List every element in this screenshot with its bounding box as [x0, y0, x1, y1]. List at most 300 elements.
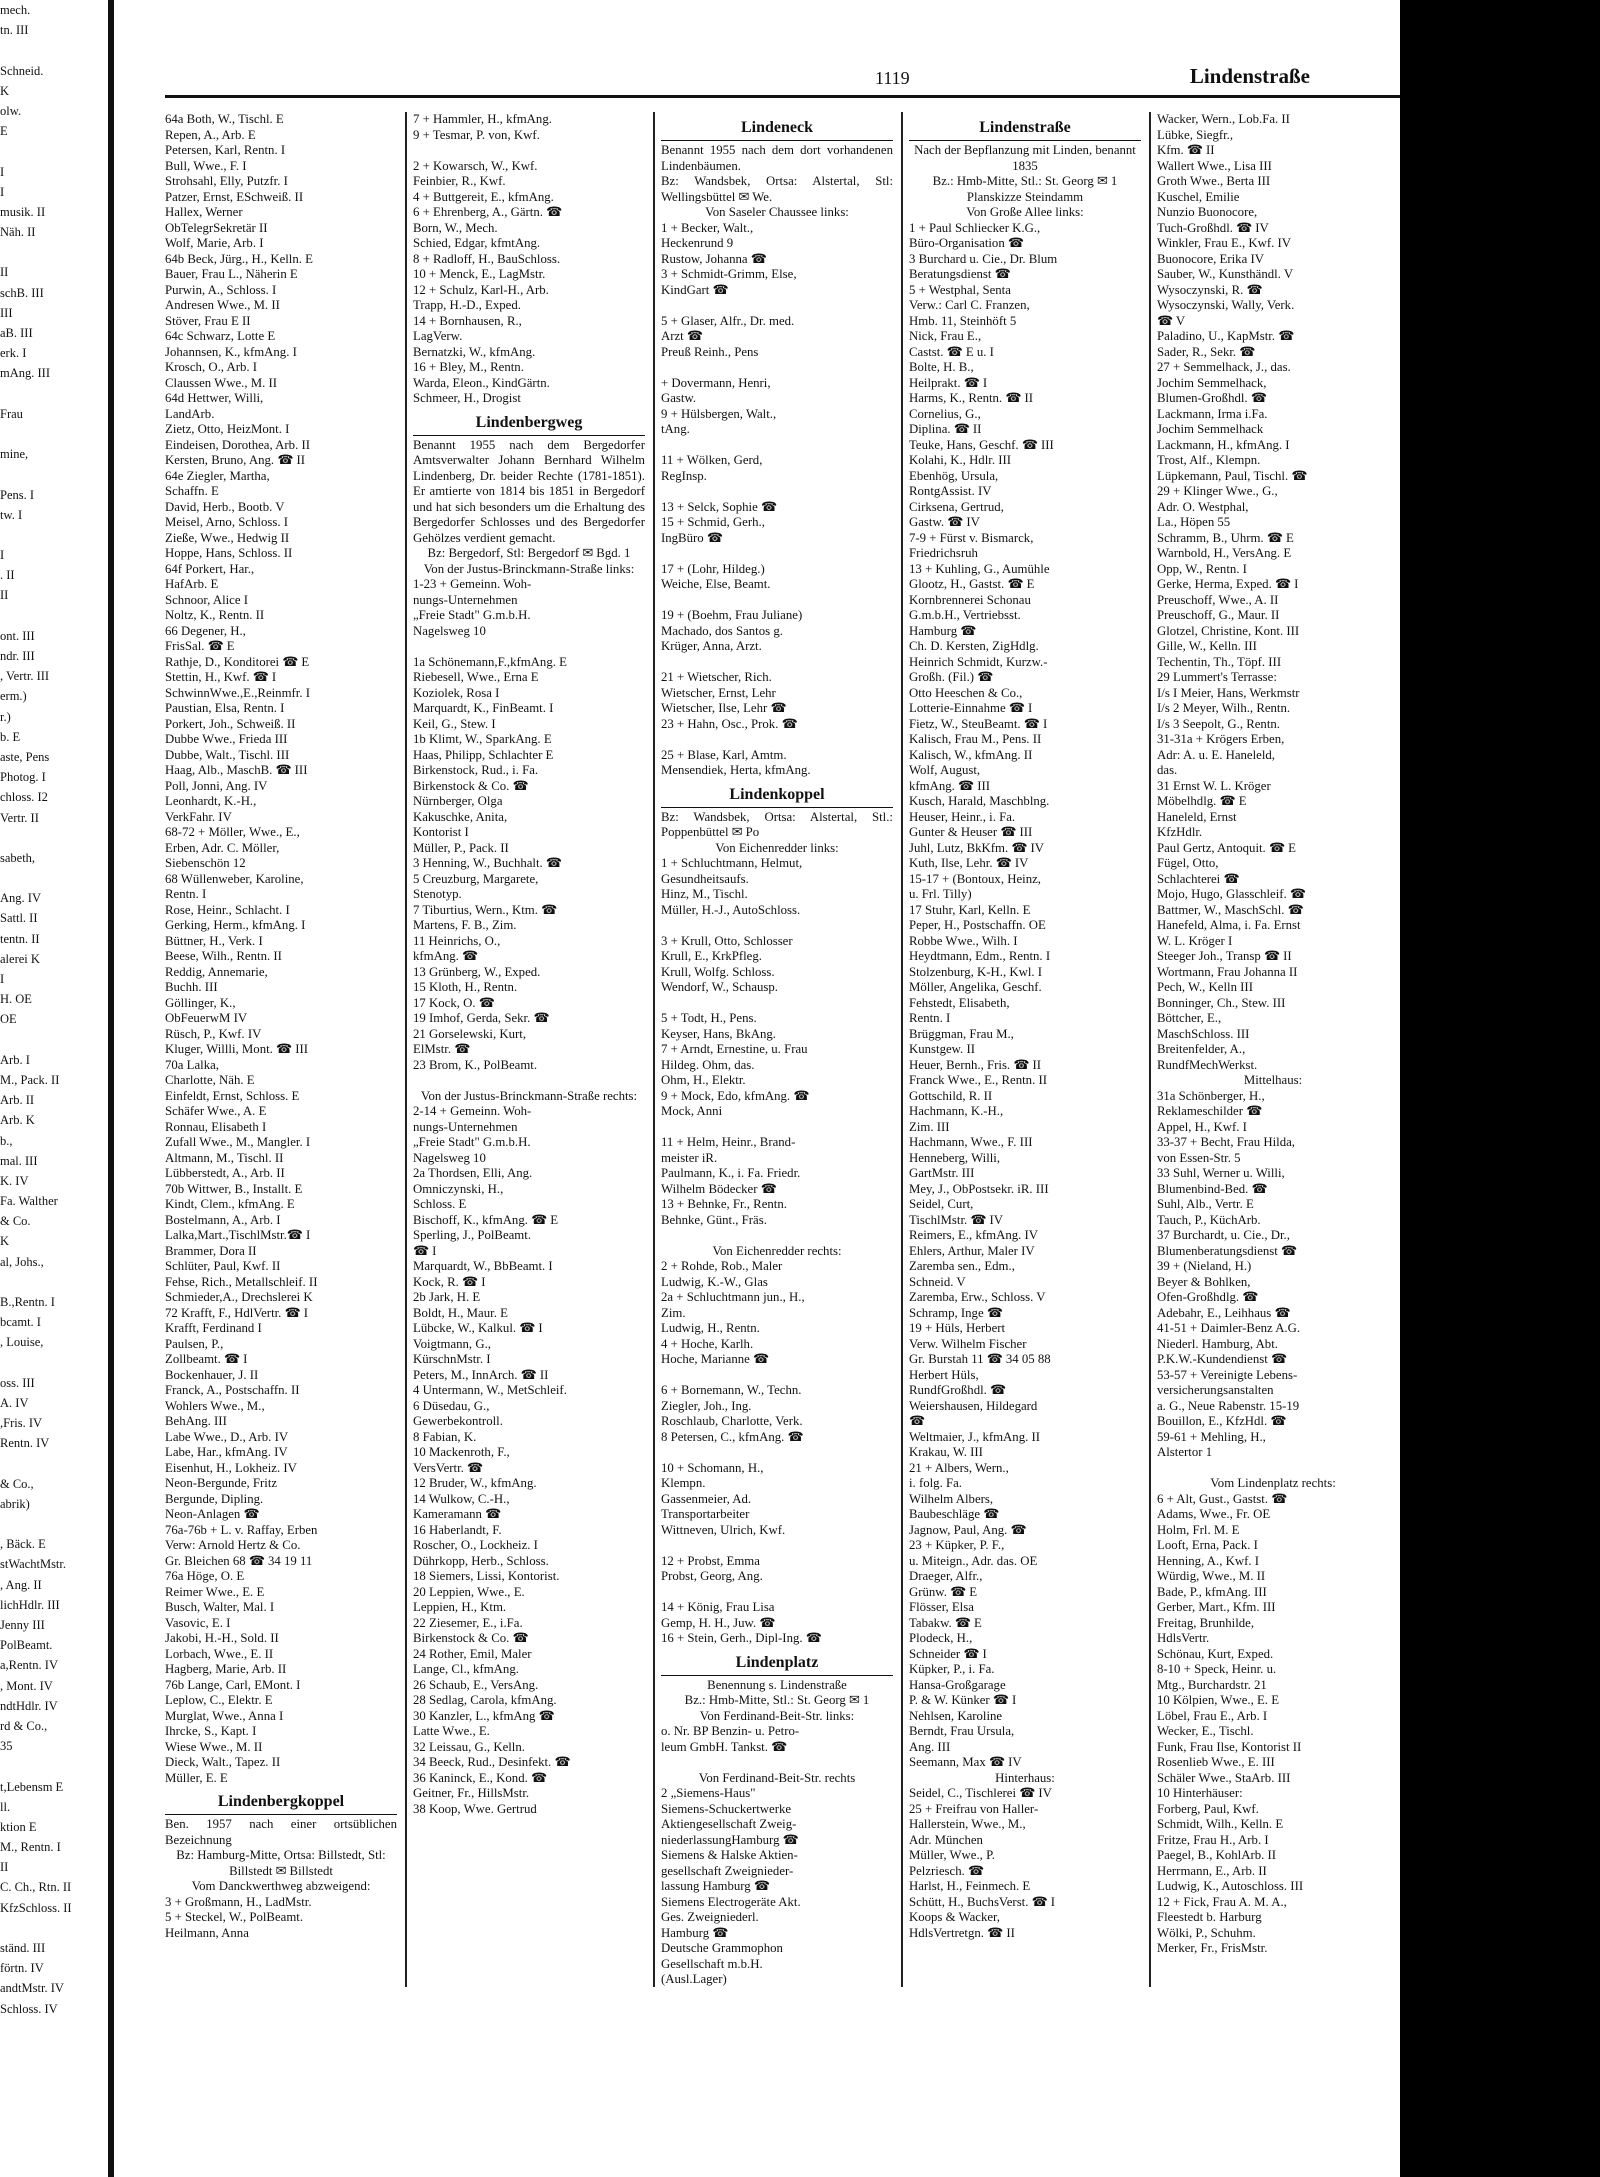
directory-entry: IngBüro ☎ [661, 530, 723, 545]
directory-entry: RegInsp. [661, 468, 707, 483]
directory-entry: Grünw. ☎ E [909, 1584, 978, 1599]
directory-entry: 18 Siemers, Lissi, Kontorist. [413, 1569, 560, 1583]
directory-entry: HafArb. E [165, 577, 219, 591]
directory-entry: Gunter & Heuser ☎ III [909, 825, 1033, 839]
margin-fragment: & Co. [0, 1214, 31, 1229]
margin-fragment: Arb. II [0, 1093, 35, 1108]
directory-entry: 64c Schwarz, Lotte E [165, 329, 276, 343]
directory-entry: 12 + Probst, Emma [661, 1553, 760, 1568]
directory-entry: 6 + Ehrenberg, A., Gärtn. ☎ [413, 205, 563, 219]
margin-fragment: bcamt. I [0, 1315, 41, 1330]
directory-entry: nungs-Unternehmen [413, 1119, 518, 1134]
directory-entry: Lüpkemann, Paul, Tischl. ☎ [1157, 468, 1308, 483]
directory-entry: Heilprakt. ☎ I [909, 375, 988, 390]
directory-entry: Beyer & Bohlken, [1157, 1274, 1251, 1289]
directory-entry: Herrmann, E., Arb. II [1157, 1863, 1267, 1878]
directory-entry: Ch. D. Kersten, ZigHdlg. [909, 639, 1039, 653]
directory-entry: HdlsVertretgn. ☎ II [909, 1925, 1015, 1940]
directory-entry: Jochim Semmelhack, [1157, 375, 1267, 390]
margin-fragment: olw. [0, 103, 22, 118]
page-number: 1119 [875, 68, 910, 88]
directory-entry: 15-17 + (Bontoux, Heinz, [909, 871, 1041, 886]
directory-entry: 66 Degener, H., [165, 623, 246, 638]
directory-entry: Robbe Wwe., Wilh. I [909, 933, 1018, 948]
directory-entry: Bonninger, Ch., Stew. III [1157, 995, 1286, 1010]
directory-entry: Kuschel, Emilie [1157, 189, 1240, 204]
street-note: Ben. 1957 nach einer ortsüblichen Bezeichnung [165, 1817, 397, 1847]
directory-entry: 3 + Schmidt-Grimm, Else, [661, 267, 797, 281]
directory-entry: Heydtmann, Edm., Rentn. I [909, 949, 1051, 963]
directory-entry: von Essen-Str. 5 [1157, 1150, 1241, 1165]
directory-entry: KürschnMstr. I [413, 1352, 491, 1366]
directory-entry: Cornelius, G., [909, 406, 981, 421]
street-note: Von der Justus-Brinckmann-Straße rechts: [420, 1088, 638, 1103]
directory-entry: i. folg. Fa. [909, 1476, 962, 1490]
directory-entry: Kornbrennerei Schonau [909, 592, 1031, 607]
directory-entry: 11 + Wölken, Gerd, [661, 453, 763, 467]
street-note: Bz.: Hmb-Mitte, Stl.: St. Georg ✉ 1 [684, 1693, 870, 1707]
margin-fragment: förtn. IV [0, 1961, 44, 1976]
directory-entry: Gesundheitsaufs. [661, 871, 749, 886]
margin-fragment: I [0, 164, 5, 179]
directory-entry: Kuth, Ilse, Lehr. ☎ IV [909, 856, 1029, 870]
directory-entry: 37 Burchardt, u. Cie., Dr., [1157, 1228, 1290, 1242]
directory-entry: Schramp, Inge ☎ [909, 1305, 1003, 1320]
margin-fragment: OE [0, 1012, 17, 1027]
margin-fragment [0, 868, 160, 888]
directory-entry: Heckenrund 9 [661, 236, 734, 250]
directory-entry: ☎ I [413, 1243, 437, 1258]
directory-entry: 11 Heinrichs, O., [413, 933, 501, 948]
column-divider [405, 112, 407, 1987]
directory-entry: Roschlaub, Charlotte, Verk. [661, 1414, 803, 1428]
margin-fragment [0, 141, 160, 161]
street-note: Benennung s. Lindenstraße [707, 1677, 847, 1692]
street-note: Von der Justus-Brinckmann-Straße links: [423, 561, 635, 576]
street-heading: Lindenkoppel [661, 783, 893, 808]
margin-fragment: tw. I [0, 507, 23, 522]
margin-fragment [0, 464, 160, 484]
directory-entry: Erben, Adr. C. Möller, [165, 840, 280, 855]
margin-fragment: mech. [0, 3, 31, 17]
directory-entry: Zim. III [909, 1119, 950, 1134]
margin-fragment: , Ang. II [0, 1577, 42, 1592]
directory-entry: Hachmann, K.-H., [909, 1104, 1004, 1118]
directory-entry: Wysoczynski, R. ☎ [1157, 282, 1263, 297]
directory-entry: 10 Hinterhäuser: [1157, 1786, 1243, 1800]
directory-entry: 64f Porkert, Har., [165, 561, 255, 576]
directory-entry: Bockenhauer, J. II [165, 1367, 259, 1382]
street-note: Bz: Wandsbek, Ortsa: Alstertal, Stl: Wellingsbüttel ✉ We. [661, 174, 893, 204]
directory-entry: Beese, Wilh., Rentn. II [165, 949, 282, 963]
directory-entry: 9 + Hülsbergen, Walt., [661, 406, 777, 421]
directory-entry: 5 + Glaser, Alfr., Dr. med. [661, 313, 795, 328]
street-note: Hinterhaus: [995, 1770, 1055, 1785]
directory-entry [661, 593, 893, 609]
directory-entry: Krüger, Anna, Arzt. [661, 639, 762, 653]
margin-fragment: Arb. I [0, 1052, 30, 1067]
directory-entry: ObFeuerwM IV [165, 1011, 248, 1025]
margin-fragment: K [0, 83, 10, 98]
directory-entry: Sader, R., Sekr. ☎ [1157, 344, 1256, 359]
directory-entry: Hachmann, Wwe., F. III [909, 1135, 1033, 1149]
margin-fragment: III [0, 305, 13, 320]
margin-fragment [0, 40, 160, 60]
directory-entry: La., Höpen 55 [1157, 515, 1231, 529]
directory-entry: Dührkopp, Herb., Schloss. [413, 1553, 549, 1568]
column-divider [653, 112, 655, 1987]
directory-entry: Hanefeld, Alma, i. Fa. Ernst [1157, 918, 1301, 932]
directory-entry: Blumenberatungsdienst ☎ [1157, 1243, 1297, 1258]
directory-entry [661, 298, 893, 314]
directory-entry: 3 + Großmann, H., LadMstr. [165, 1894, 312, 1909]
directory-entry: 64b Beck, Jürg., H., Kelln. E [165, 251, 313, 266]
directory-entry: Heuer, Bernh., Fris. ☎ II [909, 1057, 1041, 1072]
directory-entry: Vasovic, E. I [165, 1615, 231, 1630]
directory-entry: 14 + Bornhausen, R., [413, 313, 522, 328]
directory-entry: Andresen Wwe., M. II [165, 298, 280, 312]
directory-entry: Behnke, Günt., Fräs. [661, 1212, 767, 1227]
directory-entry: 68 Wüllenweber, Karoline, [165, 871, 304, 886]
margin-fragment [0, 1353, 160, 1373]
directory-entry: Trost, Alf., Klempn. [1157, 453, 1261, 467]
directory-entry [661, 1120, 893, 1136]
directory-entry: Koops & Wacker, [909, 1910, 1000, 1924]
directory-entry: RundfMechWerkst. [1157, 1057, 1258, 1072]
margin-fragment: II [0, 588, 9, 603]
directory-entry: Nunzio Buonocore, [1157, 205, 1258, 219]
directory-entry: Peper, H., Postschaffn. OE [909, 918, 1046, 932]
margin-fragment [0, 424, 160, 444]
directory-entry: Hoche, Marianne ☎ [661, 1352, 769, 1366]
street-note: Bz: Hamburg-Mitte, Ortsa: Billstedt, Stl: Billstedt ✉ Billstedt [176, 1848, 386, 1878]
directory-entry: Schneider ☎ I [909, 1646, 987, 1661]
directory-entry: P.K.W.-Kundendienst ☎ [1157, 1352, 1287, 1366]
directory-entry: 31 Ernst W. L. Kröger [1157, 778, 1271, 793]
directory-entry: Heuser, Heinr., i. Fa. [909, 809, 1016, 824]
directory-entry: I/s I Meier, Hans, Werkmstr [1157, 685, 1300, 700]
directory-entry: 1 + Becker, Walt., [661, 220, 754, 235]
directory-entry: Funk, Frau Ilse, Kontorist II [1157, 1739, 1302, 1754]
directory-entry: lassung Hamburg ☎ [661, 1879, 770, 1893]
directory-entry: 6 + Bornemann, W., Techn. [661, 1383, 802, 1397]
directory-entry: Paegel, B., KohlArb. II [1157, 1848, 1277, 1862]
directory-entry: Einfeldt, Ernst, Schloss. E [165, 1088, 300, 1103]
directory-entry: Harlst, H., Feinmech. E [909, 1879, 1031, 1893]
street-note: Bz: Wandsbek, Ortsa: Alstertal, Stl.: Poppenbüttel ✉ Po [661, 809, 893, 839]
directory-entry: BehAng. III [165, 1414, 227, 1428]
street-note: Von Große Allee links: [966, 205, 1084, 219]
directory-entry: Siemens Electrogeräte Akt. [661, 1894, 801, 1909]
directory-entry: Sperling, J., PolBeamt. [413, 1228, 532, 1242]
directory-entry: Wolf, Marie, Arb. I [165, 236, 264, 250]
directory-entry: das. [1157, 763, 1178, 777]
directory-entry [661, 918, 893, 934]
directory-entry: Herbert Hüls, [909, 1367, 979, 1382]
directory-entry: Löbel, Frau E., Arb. I [1157, 1708, 1268, 1723]
directory-entry: 64d Hettwer, Willi, [165, 391, 264, 405]
directory-entry: LagVerw. [413, 329, 463, 343]
directory-entry: 20 Leppien, Wwe., E. [413, 1584, 525, 1599]
directory-entry: 28 Sedlag, Carola, kfmAng. [413, 1693, 557, 1707]
margin-fragment: musik. II [0, 204, 46, 219]
directory-entry: Wendorf, W., Schausp. [661, 980, 778, 994]
directory-entry: KindGart ☎ [661, 282, 729, 297]
directory-entry: Paulmann, K., i. Fa. Friedr. [661, 1166, 801, 1180]
margin-fragment: Rentn. IV [0, 1436, 50, 1451]
directory-entry: Draeger, Alfr., [909, 1569, 983, 1583]
directory-entry: 76a Höge, O. E [165, 1569, 245, 1583]
directory-entry: 10 Kölpien, Wwe., E. E [1157, 1693, 1280, 1707]
street-heading: Lindenplatz [661, 1651, 893, 1676]
directory-entry: Eisenhut, H., Lokheiz. IV [165, 1460, 297, 1475]
directory-entry: 19 Imhof, Gerda, Sekr. ☎ [413, 1011, 550, 1025]
directory-entry: 26 Schaub, E., VersAng. [413, 1677, 539, 1692]
margin-fragment: Arb. K [0, 1113, 35, 1128]
directory-entry: 17 + (Lohr, Hildeg.) [661, 561, 765, 576]
directory-entry: 17 Kock, O. ☎ [413, 995, 495, 1010]
directory-entry: Peters, M., InnArch. ☎ II [413, 1367, 549, 1382]
directory-entry: 12 Bruder, W., kfmAng. [413, 1476, 537, 1490]
directory-entry: Seemann, Max ☎ IV [909, 1755, 1022, 1769]
directory-entry: Tuch-Großhdl. ☎ IV [1157, 220, 1269, 235]
directory-entry: Möller, Angelika, Geschf. [909, 980, 1042, 994]
directory-entry: Teuke, Hans, Geschf. ☎ III [909, 437, 1054, 452]
directory-entry: Schramm, B., Uhrm. ☎ E [1157, 530, 1294, 545]
margin-fragment [0, 828, 160, 848]
directory-entry: Krakau, W. III [909, 1445, 983, 1459]
directory-entry: Machado, dos Santos g. [661, 623, 783, 638]
directory-entry: Dubbe, Walt., Tischl. III [165, 747, 290, 762]
directory-entry: Bergunde, Dipling. [165, 1491, 264, 1506]
directory-entry: 27 + Semmelhack, J., das. [1157, 360, 1291, 374]
margin-fragment: I [0, 184, 5, 199]
directory-entry: Reklameschilder ☎ [1157, 1104, 1263, 1118]
directory-entry [661, 360, 893, 376]
directory-entry: Warda, Eleon., KindGärtn. [413, 375, 550, 390]
directory-entry: meister iR. [661, 1150, 718, 1165]
directory-entry [413, 1073, 645, 1089]
directory-entry: Kalisch, Frau M., Pens. II [909, 732, 1042, 746]
directory-entry: Rosenlieb Wwe., E. III [1157, 1755, 1275, 1769]
directory-entry: 1a Schönemann,F.,kfmAng. E [413, 654, 567, 669]
directory-entry: 33 Suhl, Werner u. Willi, [1157, 1166, 1285, 1180]
margin-fragment: II [0, 1860, 9, 1875]
directory-entry: Reddig, Annemarie, [165, 964, 268, 979]
directory-entry: 22 Ziesemer, E., i.Fa. [413, 1615, 523, 1630]
directory-entry: a. G., Neue Rabenstr. 15-19 [1157, 1398, 1300, 1413]
margin-fragment: erk. I [0, 346, 27, 361]
directory-entry: Wohlers Wwe., M., [165, 1398, 265, 1413]
directory-entry: 7 + Hammler, H., kfmAng. [413, 112, 552, 126]
directory-entry: Adams, Wwe., Fr. OE [1157, 1507, 1271, 1521]
directory-entry: Seidel, C., Tischlerei ☎ IV [909, 1786, 1052, 1800]
directory-entry: 2 „Siemens-Haus" [661, 1786, 756, 1800]
directory-entry: Kock, R. ☎ I [413, 1274, 486, 1289]
directory-entry: Franck Wwe., E., Rentn. II [909, 1073, 1048, 1087]
directory-entry: 9 + Mock, Edo, kfmAng. ☎ [661, 1088, 810, 1103]
directory-entry: Ehlers, Arthur, Maler IV [909, 1243, 1035, 1258]
margin-fragment: Fa. Walther [0, 1194, 58, 1209]
margin-fragment: Pens. I [0, 487, 35, 502]
directory-entry: Zim. [661, 1305, 686, 1320]
directory-entry: 41-51 + Daimler-Benz A.G. [1157, 1321, 1301, 1335]
directory-entry: Wysoczynski, Wally, Verk. [1157, 298, 1295, 312]
directory-entry: 1 + Paul Schliecker K.G., [909, 220, 1041, 235]
directory-entry: Geitner, Fr., HillsMstr. [413, 1786, 530, 1800]
margin-fragment: aste, Pens [0, 749, 50, 764]
directory-entry: Kluger, Willli, Mont. ☎ III [165, 1042, 308, 1056]
running-title: Lindenstraße [1189, 64, 1310, 88]
directory-entry [661, 996, 893, 1012]
directory-entry: Preuschoff, Wwe., A. II [1157, 592, 1279, 607]
directory-entry: Verw. Wilhelm Fischer [909, 1336, 1027, 1351]
margin-fragment [0, 1918, 160, 1938]
directory-entry: 10 Mackenroth, F., [413, 1445, 510, 1459]
left-page-margin [0, 0, 160, 2177]
directory-entry: 13 + Behnke, Fr., Rentn. [661, 1197, 787, 1211]
directory-entry: Ges. Zweigniederl. [661, 1910, 759, 1924]
directory-entry: kfmAng. ☎ [413, 949, 478, 963]
directory-entry: Forberg, Paul, Kwf. [1157, 1801, 1259, 1816]
directory-entry: 3 + Krull, Otto, Schlosser [661, 933, 793, 948]
street-note: Nach der Bepflanzung mit Linden, benannt 1835 [914, 143, 1136, 173]
directory-entry: 12 + Schulz, Karl-H., Arb. [413, 282, 549, 297]
margin-fragment: b. E [0, 729, 21, 744]
directory-entry: Lotterie-Einnahme ☎ I [909, 701, 1033, 715]
directory-entry: ☎ [909, 1414, 925, 1428]
directory-entry: 2b Jark, H. E [413, 1290, 481, 1304]
book-fold [108, 0, 114, 2177]
directory-entry: Seidel, Curt, [909, 1197, 974, 1211]
directory-entry: 1-23 + Gemeinn. Woh- [413, 577, 532, 591]
directory-entry [1157, 1461, 1389, 1477]
directory-entry: 34 Beeck, Rud., Desinfekt. ☎ [413, 1755, 571, 1769]
directory-entry: Bade, P., kfmAng. III [1157, 1584, 1267, 1599]
directory-entry: Cirksena, Gertrud, [909, 499, 1004, 514]
directory-entry: Porkert, Joh., Schweiß. II [165, 716, 296, 731]
directory-entry: FrisSal. ☎ E [165, 639, 235, 653]
margin-fragment: chloss. I2 [0, 790, 48, 805]
directory-entry: gesellschaft Zweignieder- [661, 1863, 794, 1878]
directory-entry: Ihrcke, S., Kapt. I [165, 1724, 257, 1738]
directory-entry [661, 655, 893, 671]
directory-entry: 2a + Schluchtmann jun., H., [661, 1290, 805, 1304]
directory-entry: 70a Lalka, [165, 1057, 220, 1072]
directory-entry: Wacker, Wern., Lob.Fa. II [1157, 112, 1290, 126]
margin-fragment: ständ. III [0, 1941, 46, 1955]
directory-entry: 31a Schönberger, H., [1157, 1088, 1265, 1103]
margin-fragment: mal. III [0, 1153, 38, 1168]
directory-entry: 2 + Kowarsch, W., Kwf. [413, 158, 538, 173]
directory-entry: KfzHdlr. [1157, 825, 1203, 839]
directory-entry: Zaremba sen., Edm., [909, 1259, 1015, 1273]
directory-entry: Kontorist I [413, 825, 469, 839]
directory-entry: P. & W. Künker ☎ I [909, 1693, 1017, 1707]
directory-entry: Stettin, H., Kwf. ☎ I [165, 670, 277, 684]
directory-entry: Ludwig, H., Rentn. [661, 1321, 760, 1335]
directory-entry: Krafft, Ferdinand I [165, 1321, 262, 1335]
directory-entry: Juhl, Lutz, BkKfm. ☎ IV [909, 840, 1045, 855]
directory-entry: 13 + Kuhling, G., Aumühle [909, 561, 1050, 576]
directory-entry: Adebahr, E., Leihhaus ☎ [1157, 1305, 1291, 1320]
directory-entry: 33-37 + Becht, Frau Hilda, [1157, 1135, 1296, 1149]
directory-entry: Hinz, M., Tischl. [661, 887, 748, 901]
directory-entry: 3 Henning, W., Buchhalt. ☎ [413, 856, 562, 870]
directory-entry: Holm, Frl. M. E [1157, 1522, 1240, 1537]
directory-entry: Gastw. ☎ IV [909, 515, 980, 529]
margin-fragment: aB. III [0, 326, 33, 340]
margin-fragment [0, 242, 160, 262]
street-note: Vom Lindenplatz rechts: [1210, 1476, 1336, 1490]
directory-entry: Ang. III [909, 1739, 951, 1754]
directory-entry: Alstertor 1 [1157, 1445, 1213, 1459]
directory-entry: LandArb. [165, 406, 215, 421]
directory-entry: Niederl. Hamburg, Abt. [1157, 1336, 1278, 1351]
directory-entry: 72 Krafft, F., HdlVertr. ☎ I [165, 1305, 308, 1320]
directory-entry: Schütt, H., BuchsVerst. ☎ I [909, 1894, 1056, 1909]
directory-entry: Strohsahl, Elly, Putzfr. I [165, 174, 288, 188]
directory-entry: 3 Burchard u. Cie., Dr. Blum [909, 251, 1058, 266]
directory-entry: Tabakw. ☎ E [909, 1615, 982, 1630]
directory-entry: „Freie Stadt" G.m.b.H. [413, 1135, 531, 1149]
directory-entry: HdlsVertr. [1157, 1631, 1210, 1645]
directory-entry: Noltz, K., Rentn. II [165, 608, 265, 622]
directory-entry: Breitenfelder, A., [1157, 1042, 1246, 1056]
directory-entry: Friedrichsruh [909, 546, 978, 560]
margin-fragment: erm.) [0, 689, 27, 704]
margin-fragment: alerei K [0, 951, 40, 966]
directory-entry: Looft, Erna, Pack. I [1157, 1538, 1258, 1552]
directory-entry: Ronnau, Elisabeth I [165, 1119, 267, 1134]
directory-entry: nungs-Unternehmen [413, 592, 518, 607]
directory-entry: Boldt, H., Maur. E [413, 1305, 508, 1320]
directory-entry: Busch, Walter, Mal. I [165, 1600, 275, 1614]
directory-entry: Hmb. 11, Steinhöft 5 [909, 313, 1017, 328]
margin-fragment: abrik) [0, 1496, 30, 1511]
directory-entry: Repen, A., Arb. E [165, 127, 256, 142]
directory-entry: Bauer, Frau L., Näherin E [165, 267, 298, 281]
directory-entry: Tauch, P., KüchArb. [1157, 1212, 1261, 1227]
street-note: Benannt 1955 nach dem dort vorhandenen Lindenbäumen. [661, 143, 893, 173]
directory-entry: TischlMstr. ☎ IV [909, 1212, 1004, 1227]
column-divider [901, 112, 903, 1987]
margin-fragment [0, 384, 160, 404]
directory-entry: Patzer, Ernst, ESchweiß. II [165, 189, 304, 204]
directory-entry: Leplow, C., Elektr. E [165, 1693, 273, 1707]
directory-entry: VerkFahr. IV [165, 809, 232, 824]
directory-entry: Castst. ☎ E u. I [909, 344, 994, 359]
directory-entry: 8-10 + Speck, Heinr. u. [1157, 1662, 1277, 1676]
directory-entry: Born, W., Mech. [413, 220, 498, 235]
directory-entry: Schäfer Wwe., A. E [165, 1104, 267, 1118]
directory-entry: Wecker, E., Tischl. [1157, 1724, 1254, 1738]
directory-entry: Siemens-Schuckertwerke [661, 1801, 792, 1816]
directory-entry: 76a-76b + L. v. Raffay, Erben [165, 1522, 318, 1537]
directory-entry: Fleestedt b. Harburg [1157, 1910, 1262, 1924]
directory-entry: Verw.: Carl C. Franzen, [909, 298, 1030, 312]
directory-entry: Gewerbekontroll. [413, 1414, 503, 1428]
directory-entry: Bischoff, K., kfmAng. ☎ E [413, 1212, 559, 1227]
directory-entry: Krosch, O., Arb. I [165, 360, 258, 374]
directory-entry: Franck, A., Postschaffn. II [165, 1383, 300, 1397]
directory-entry: Reimer Wwe., E. E [165, 1584, 265, 1599]
margin-fragment: , Louise, [0, 1335, 44, 1350]
directory-entry: Winkler, Frau E., Kwf. IV [1157, 236, 1292, 250]
directory-entry: VersVertr. ☎ [413, 1460, 483, 1475]
column-1 [165, 112, 397, 1987]
directory-entry: Jochim Semmelhack [1157, 422, 1264, 436]
